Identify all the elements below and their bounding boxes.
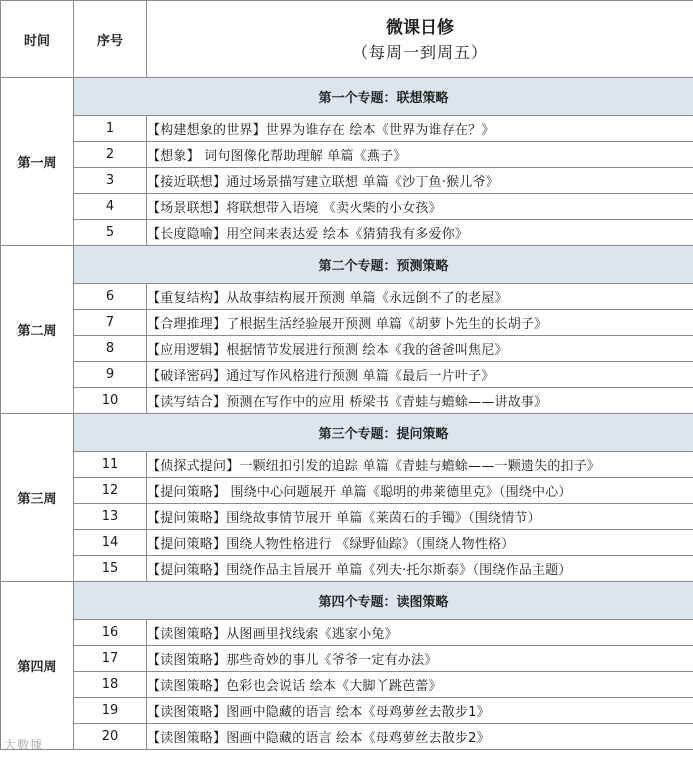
lesson-text: 【想象】 词句图像化帮助理解 单篇《燕子》 — [147, 142, 693, 168]
lesson-row — [1, 142, 693, 168]
lesson-number: 18 — [74, 672, 147, 698]
lesson-text: 【接近联想】通过场景描写建立联想 单篇《沙丁鱼·猴儿爷》 — [147, 168, 693, 194]
lesson-row — [1, 220, 693, 246]
lesson-number: 7 — [74, 310, 147, 336]
lesson-number: 12 — [74, 478, 147, 504]
lesson-text: 【构建想象的世界】世界为谁存在 绘本《世界为谁存在？》 — [147, 116, 693, 142]
lesson-number: 1 — [74, 116, 147, 142]
lesson-number: 13 — [74, 504, 147, 530]
lesson-text: 【长度隐喻】用空间来表达爱 绘本《猜猜我有多爱你》 — [147, 220, 693, 246]
lesson-row — [1, 646, 693, 672]
lesson-row — [1, 362, 693, 388]
header-row — [1, 1, 693, 78]
lesson-number: 11 — [74, 452, 147, 478]
lesson-row — [1, 168, 693, 194]
lesson-text: 【提问策略】围绕故事情节展开 单篇《莱茵石的手镯》（围绕情节） — [147, 504, 693, 530]
lesson-text: 【重复结构】从故事结构展开预测 单篇《永远倒不了的老屋》 — [147, 284, 693, 310]
lesson-text: 【读图策略】那些奇妙的事儿《爷爷一定有办法》 — [147, 646, 693, 672]
page-subtitle: （每周一到周五） — [351, 43, 488, 62]
page-title: 微课日修 — [386, 18, 454, 38]
lesson-number: 8 — [74, 336, 147, 362]
section-title: 第一个专题：联想策略 — [74, 78, 693, 116]
lesson-text: 【提问策略】 围绕中心问题展开 单篇《聪明的弗莱德里克》（围绕中心） — [147, 478, 693, 504]
lesson-row — [1, 452, 693, 478]
lesson-row — [1, 336, 693, 362]
section-row — [1, 582, 693, 620]
header-time: 时间 — [1, 1, 74, 78]
lesson-number: 15 — [74, 556, 147, 582]
lesson-number: 20 — [74, 724, 147, 750]
lesson-row — [1, 478, 693, 504]
lesson-text: 【应用逻辑】根据情节发展进行预测 绘本《我的爸爸叫焦尼》 — [147, 336, 693, 362]
lesson-number: 4 — [74, 194, 147, 220]
lesson-number: 16 — [74, 620, 147, 646]
lesson-text: 【侦探式提问】一颗纽扣引发的追踪 单篇《青蛙与蟾蜍——一颗遗失的扣子》 — [147, 452, 693, 478]
lesson-row — [1, 724, 693, 750]
lesson-number: 2 — [74, 142, 147, 168]
header-number: 序号 — [74, 1, 147, 78]
lesson-text: 【提问策略】围绕作品主旨展开 单篇《列夫·托尔斯泰》（围绕作品主题） — [147, 556, 693, 582]
week-label: 第三周 — [1, 414, 74, 582]
section-row — [1, 78, 693, 116]
section-title: 第二个专题：预测策略 — [74, 246, 693, 284]
lesson-number: 5 — [74, 220, 147, 246]
lesson-text: 【破译密码】通过写作风格进行预测 单篇《最后一片叶子》 — [147, 362, 693, 388]
lesson-text: 【场景联想】将联想带入语境 《卖火柴的小女孩》 — [147, 194, 693, 220]
header-title-cell — [147, 1, 693, 78]
lesson-number: 9 — [74, 362, 147, 388]
lesson-row — [1, 504, 693, 530]
lesson-row — [1, 310, 693, 336]
section-title: 第四个专题：读图策略 — [74, 582, 693, 620]
lesson-row — [1, 284, 693, 310]
lesson-row — [1, 194, 693, 220]
section-row — [1, 246, 693, 284]
section-title: 第三个专题：提问策略 — [74, 414, 693, 452]
week-label: 第二周 — [1, 246, 74, 414]
lesson-row — [1, 698, 693, 724]
lesson-text: 【提问策略】围绕人物性格进行 《绿野仙踪》（围绕人物性格） — [147, 530, 693, 556]
lesson-number: 19 — [74, 698, 147, 724]
lesson-text: 【读图策略】色彩也会说话 绘本《大脚丫跳芭蕾》 — [147, 672, 693, 698]
lesson-number: 3 — [74, 168, 147, 194]
lesson-text: 【读图策略】图画中隐藏的语言 绘本《母鸡萝丝去散步1》 — [147, 698, 693, 724]
lesson-row — [1, 530, 693, 556]
watermark: 大數據 — [4, 738, 44, 752]
lesson-number: 6 — [74, 284, 147, 310]
lesson-row — [1, 620, 693, 646]
lesson-text: 【读图策略】从图画里找线索《逃家小兔》 — [147, 620, 693, 646]
lesson-row — [1, 672, 693, 698]
lesson-row — [1, 556, 693, 582]
lesson-text: 【读图策略】图画中隐藏的语言 绘本《母鸡萝丝去散步2》 — [147, 724, 693, 750]
lesson-number: 10 — [74, 388, 147, 414]
week-label: 第四周 — [1, 582, 74, 750]
lesson-number: 17 — [74, 646, 147, 672]
lesson-text: 【合理推理】了根据生活经验展开预测 单篇《胡萝卜先生的长胡子》 — [147, 310, 693, 336]
week-label: 第一周 — [1, 78, 74, 246]
lesson-row — [1, 116, 693, 142]
lesson-number: 14 — [74, 530, 147, 556]
lesson-text: 【读写结合】预测在写作中的应用 桥梁书《青蛙与蟾蜍——讲故事》 — [147, 388, 693, 414]
section-row — [1, 414, 693, 452]
lesson-row — [1, 388, 693, 414]
